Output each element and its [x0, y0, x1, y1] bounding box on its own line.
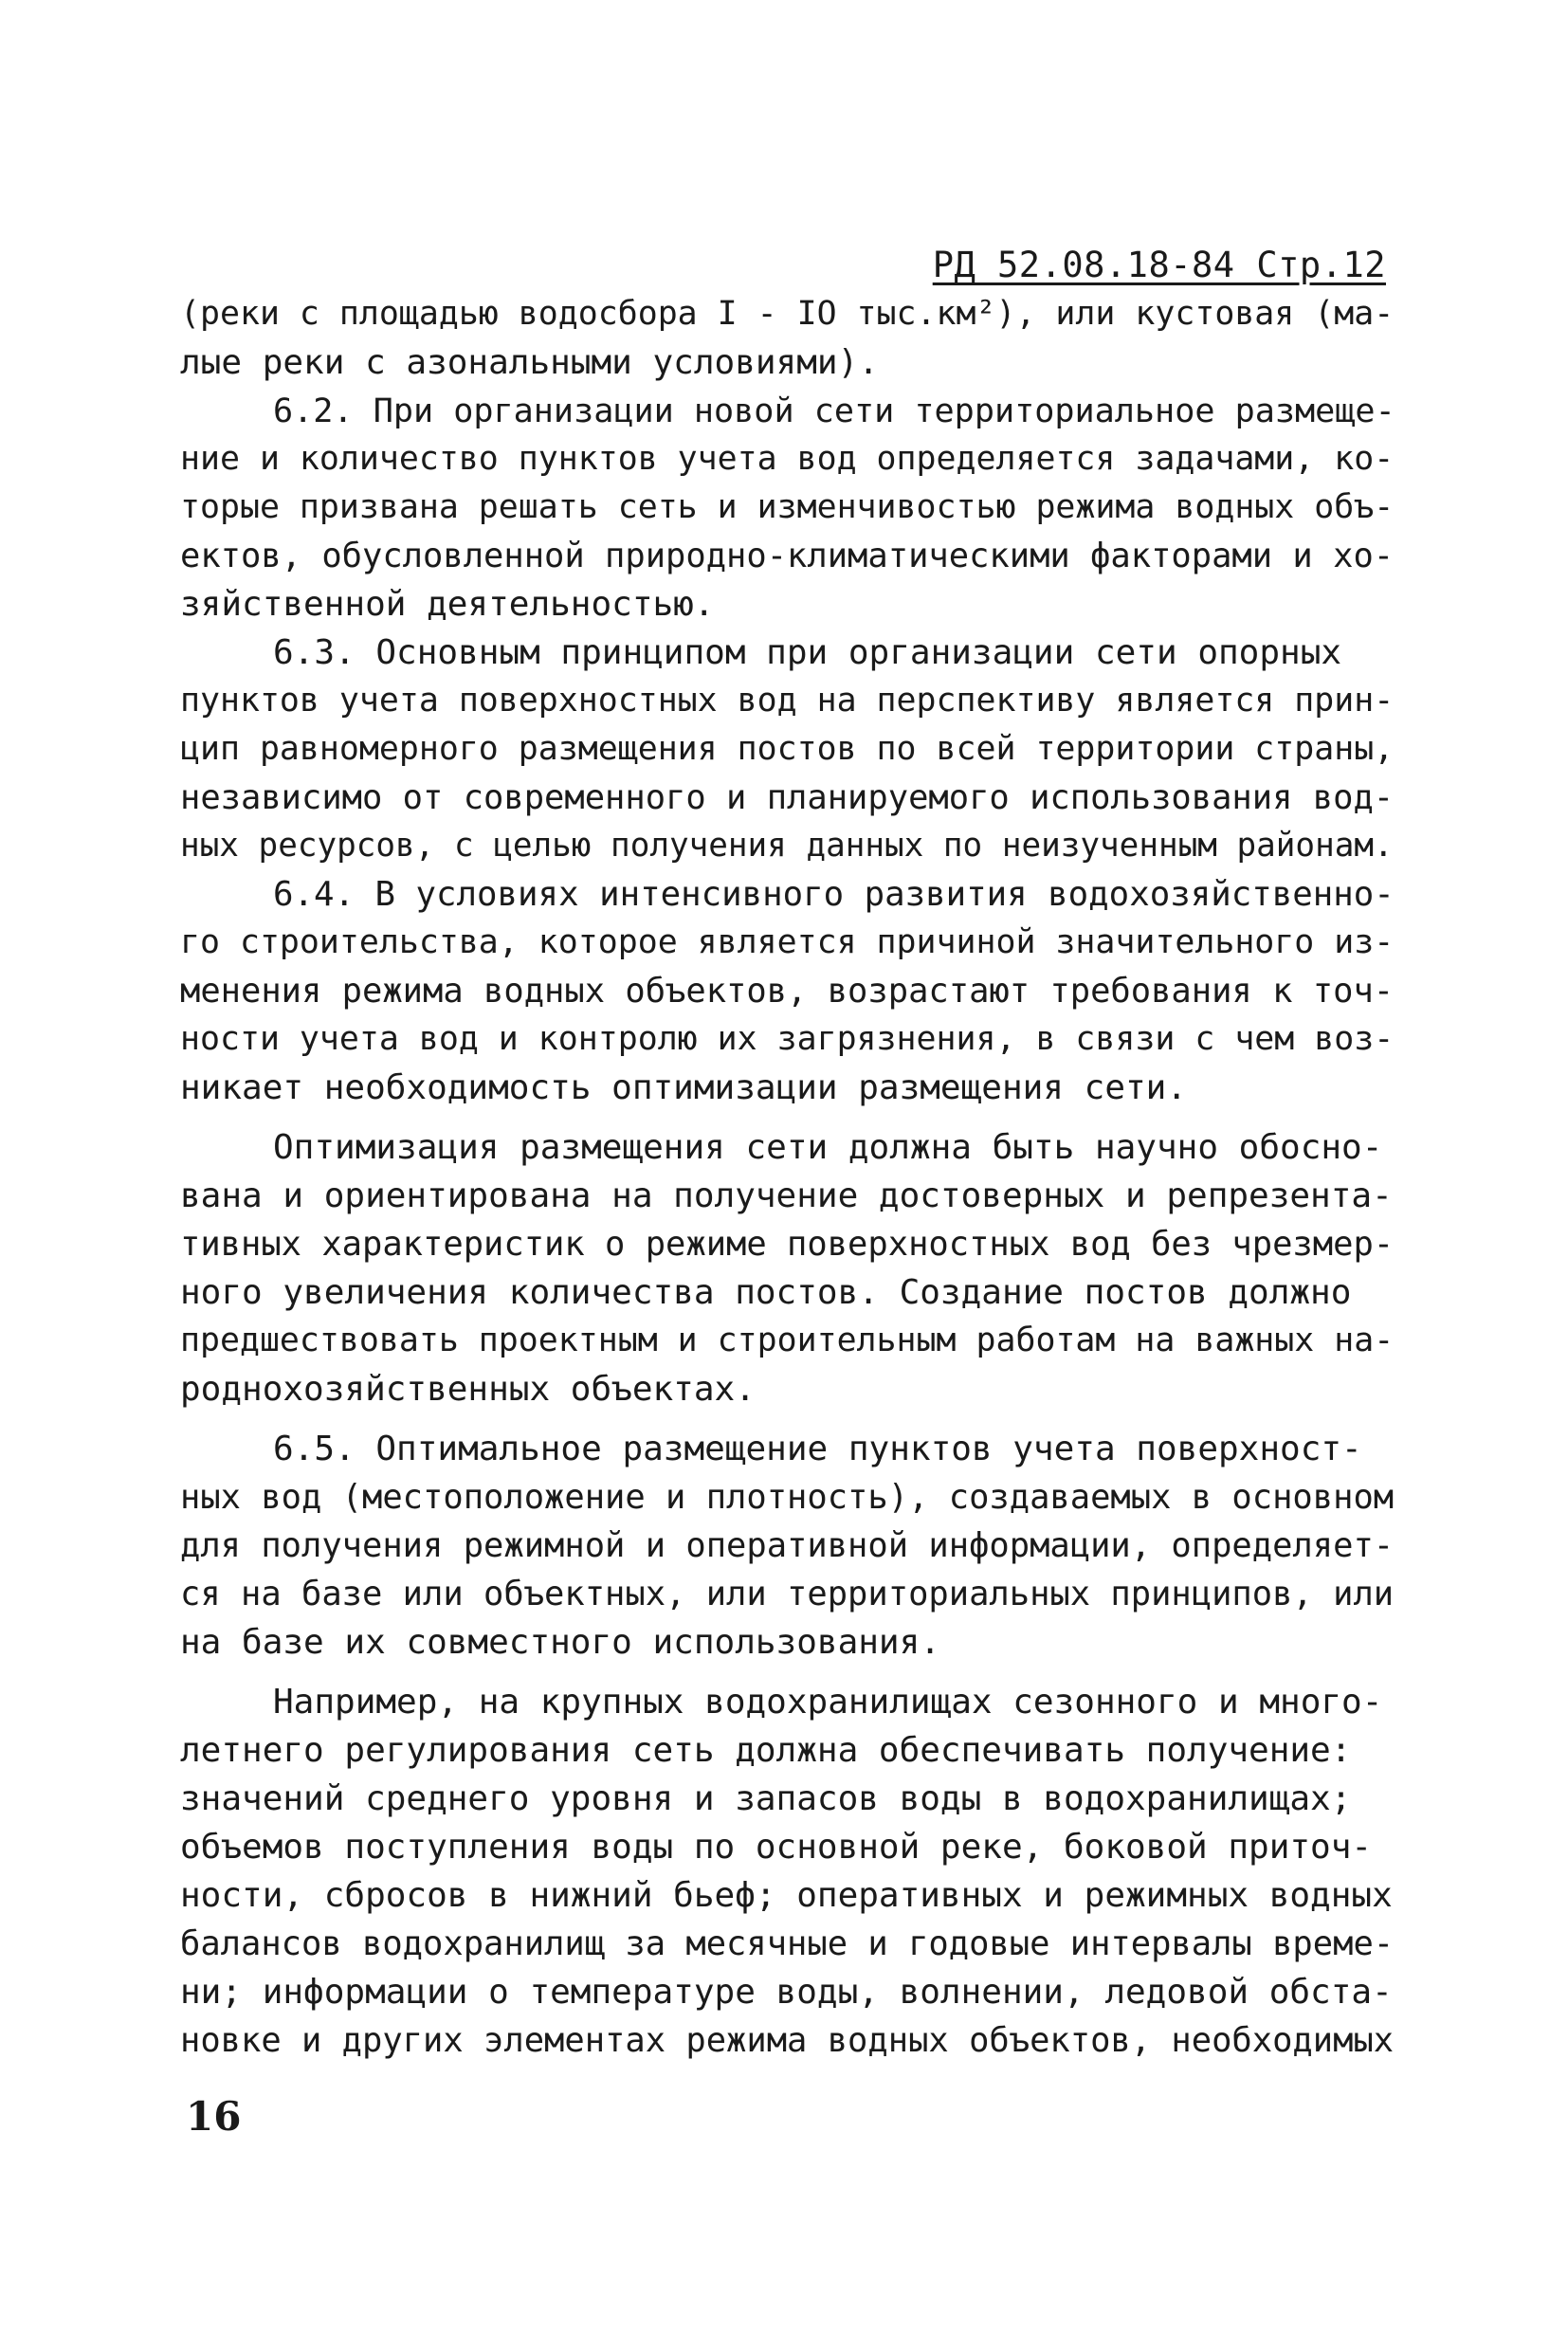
page-number: 16: [186, 2093, 242, 2140]
text-line: зяйственной деятельностью.: [180, 585, 715, 624]
text-line: (реки с площадью водосбора I - IO тыс.км²), или кустовая (ма-: [180, 295, 1395, 333]
document-reference-header: РД 52.08.18-84 Стр.12: [932, 245, 1386, 285]
text-line: 6.3. Основным принципом при организации сети опорных: [273, 633, 1342, 672]
text-line: ных ресурсов, с целью получения данных по неизученным районам.: [180, 827, 1394, 865]
text-line: ности учета вод и контролю их загрязнения, в связи с чем воз-: [180, 1020, 1395, 1058]
text-line: предшествовать проектным и строительным работам на важных на-: [180, 1321, 1395, 1359]
text-line: ектов, обусловленной природно-климатическими факторами и хо-: [180, 537, 1395, 575]
text-line: ных вод (местоположение и плотность), создаваемых в основном: [180, 1478, 1395, 1517]
body-text: [180, 290, 1394, 2065]
text-line: независимо от современного и планируемого использования вод-: [180, 778, 1395, 817]
text-line: новке и других элементах режима водных объектов, необходимых: [180, 2021, 1395, 2060]
text-line: для получения режимной и оперативной информации, определяет-: [180, 1526, 1395, 1565]
text-line: значений среднего уровня и запасов воды в водохранилищах;: [180, 1779, 1352, 1818]
text-line: менения режима водных объектов, возрастают требования к точ-: [180, 972, 1395, 1011]
text-line: ние и количество пунктов учета вод определяется задачами, ко-: [180, 440, 1395, 478]
text-line: го строительства, которое является причиной значительного из-: [180, 923, 1395, 961]
text-line: Например, на крупных водохранилищах сезонного и много-: [273, 1683, 1383, 1722]
text-line: 6.5. Оптимальное размещение пунктов учета поверхност-: [273, 1430, 1362, 1468]
text-line: никает необходимость оптимизации размещения сети.: [180, 1068, 1188, 1107]
text-line: ни; информации о температуре воды, волнении, ледовой обста-: [180, 1973, 1393, 2012]
text-line: ности, сбросов в нижний бьеф; оперативных и режимных водных: [180, 1876, 1393, 1915]
text-line: тивных характеристик о режиме поверхностных вод без чрезмер-: [180, 1225, 1395, 1264]
text-line: ся на базе или объектных, или территориальных принципов, или: [180, 1575, 1395, 1613]
text-line: торые призвана решать сеть и изменчивостью режима водных объ-: [180, 488, 1395, 526]
text-line: Оптимизация размещения сети должна быть научно обосно-: [273, 1128, 1383, 1167]
text-line: 6.4. В условиях интенсивного развития водохозяйственно-: [273, 875, 1395, 914]
text-line: балансов водохранилищ за месячные и годовые интервалы време-: [180, 1924, 1395, 1963]
text-line: объемов поступления воды по основной реке, боковой приточ-: [180, 1828, 1373, 1867]
text-line: лые реки с азональными условиями).: [180, 343, 879, 382]
text-line: роднохозяйственных объектах.: [180, 1370, 756, 1409]
text-line: цип равномерного размещения постов по всей территории страны,: [180, 730, 1395, 768]
text-line: ного увеличения количества постов. Создание постов должно: [180, 1273, 1352, 1312]
text-line: вана и ориентирована на получение достоверных и репрезента-: [180, 1176, 1393, 1215]
text-line: на базе их совместного использования.: [180, 1623, 940, 1662]
text-line: 6.2. При организации новой сети территориальное размеще-: [273, 392, 1395, 430]
text-line: летнего регулирования сеть должна обеспечивать получение:: [180, 1731, 1352, 1770]
text-line: пунктов учета поверхностных вод на перспективу является прин-: [180, 682, 1395, 720]
